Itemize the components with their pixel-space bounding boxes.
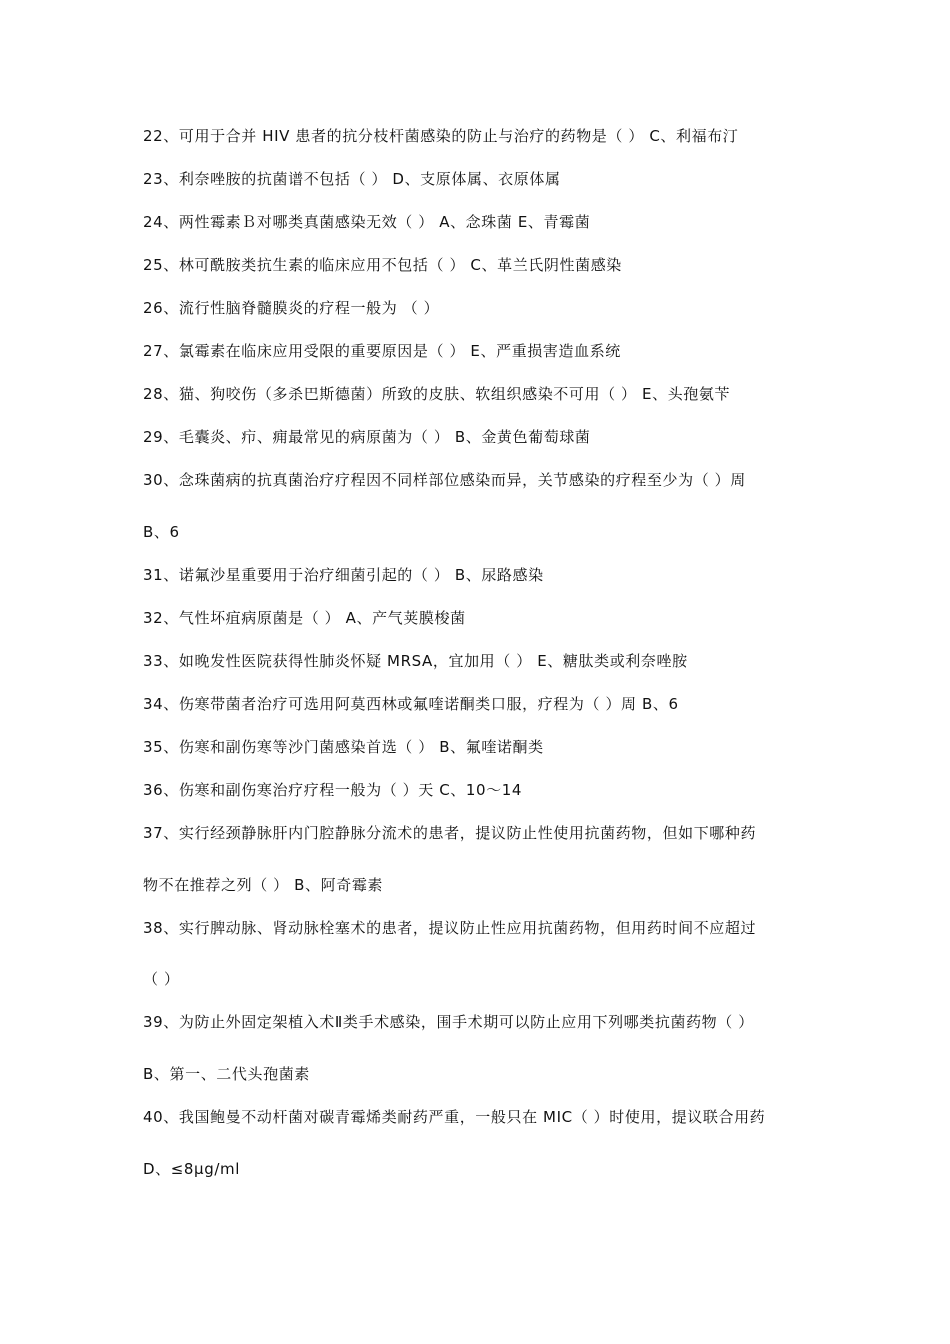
question-line-25: 25、林可酰胺类抗生素的临床应用不包括（ ） C、革兰氏阴性菌感染 [143,256,622,274]
question-line-31: 31、诺氟沙星重要用于治疗细菌引起的（ ） B、尿路感染 [143,566,544,584]
question-line-28: 28、猫、狗咬伤（多杀巴斯德菌）所致的皮肤、软组织感染不可用（ ） E、头孢氨苄 [143,385,731,403]
question-line-38: 38、实行脾动脉、肾动脉栓塞术的患者，提议防止性应用抗菌药物，但用药时间不应超过 [143,919,757,937]
answer-line-39: B、第一、二代头孢菌素 [143,1065,310,1083]
answer-line-40: D、≤8μg/ml [143,1160,240,1178]
question-line-26: 26、流行性脑脊髓膜炎的疗程一般为 （ ） [143,299,440,317]
question-line-40: 40、我国鲍曼不动杆菌对碳青霉烯类耐药严重，一般只在 MIC（ ）时使用，提议联合用药 [143,1108,766,1126]
question-line-32: 32、气性坏疽病原菌是（ ） A、产气荚膜梭菌 [143,609,466,627]
question-line-39: 39、为防止外固定架植入术Ⅱ类手术感染，围手术期可以防止应用下列哪类抗菌药物（ ） [143,1013,754,1031]
question-line-23: 23、利奈唑胺的抗菌谱不包括（ ） D、支原体属、衣原体属 [143,170,561,188]
question-line-24: 24、两性霉素Ｂ对哪类真菌感染无效（ ） A、念珠菌 E、青霉菌 [143,213,591,231]
answer-line-38: （ ） [143,970,180,988]
question-line-35: 35、伤寒和副伤寒等沙门菌感染首选（ ） B、氟喹诺酮类 [143,738,544,756]
question-line-36: 36、伤寒和副伤寒治疗疗程一般为（ ）天 C、10～14 [143,781,523,799]
question-line-34: 34、伤寒带菌者治疗可选用阿莫西林或氟喹诺酮类口服，疗程为（ ）周 B、6 [143,695,679,713]
question-line-37-cont: 物不在推荐之列（ ） B、阿奇霉素 [143,876,384,894]
question-line-27: 27、氯霉素在临床应用受限的重要原因是（ ） E、严重损害造血系统 [143,342,621,360]
question-line-22: 22、可用于合并 HIV 患者的抗分枝杆菌感染的防止与治疗的药物是（ ） C、利福布汀 [143,127,739,145]
question-line-30: 30、念珠菌病的抗真菌治疗疗程因不同样部位感染而异，关节感染的疗程至少为（ ）周 [143,471,746,489]
question-line-33: 33、如晚发性医院获得性肺炎怀疑 MRSA，宜加用（ ） E、糖肽类或利奈唑胺 [143,652,688,670]
question-line-37: 37、实行经颈静脉肝内门腔静脉分流术的患者，提议防止性使用抗菌药物，但如下哪种药 [143,824,757,842]
answer-line-30: B、6 [143,523,180,541]
question-line-29: 29、毛囊炎、疖、痈最常见的病原菌为（ ） B、金黄色葡萄球菌 [143,428,591,446]
